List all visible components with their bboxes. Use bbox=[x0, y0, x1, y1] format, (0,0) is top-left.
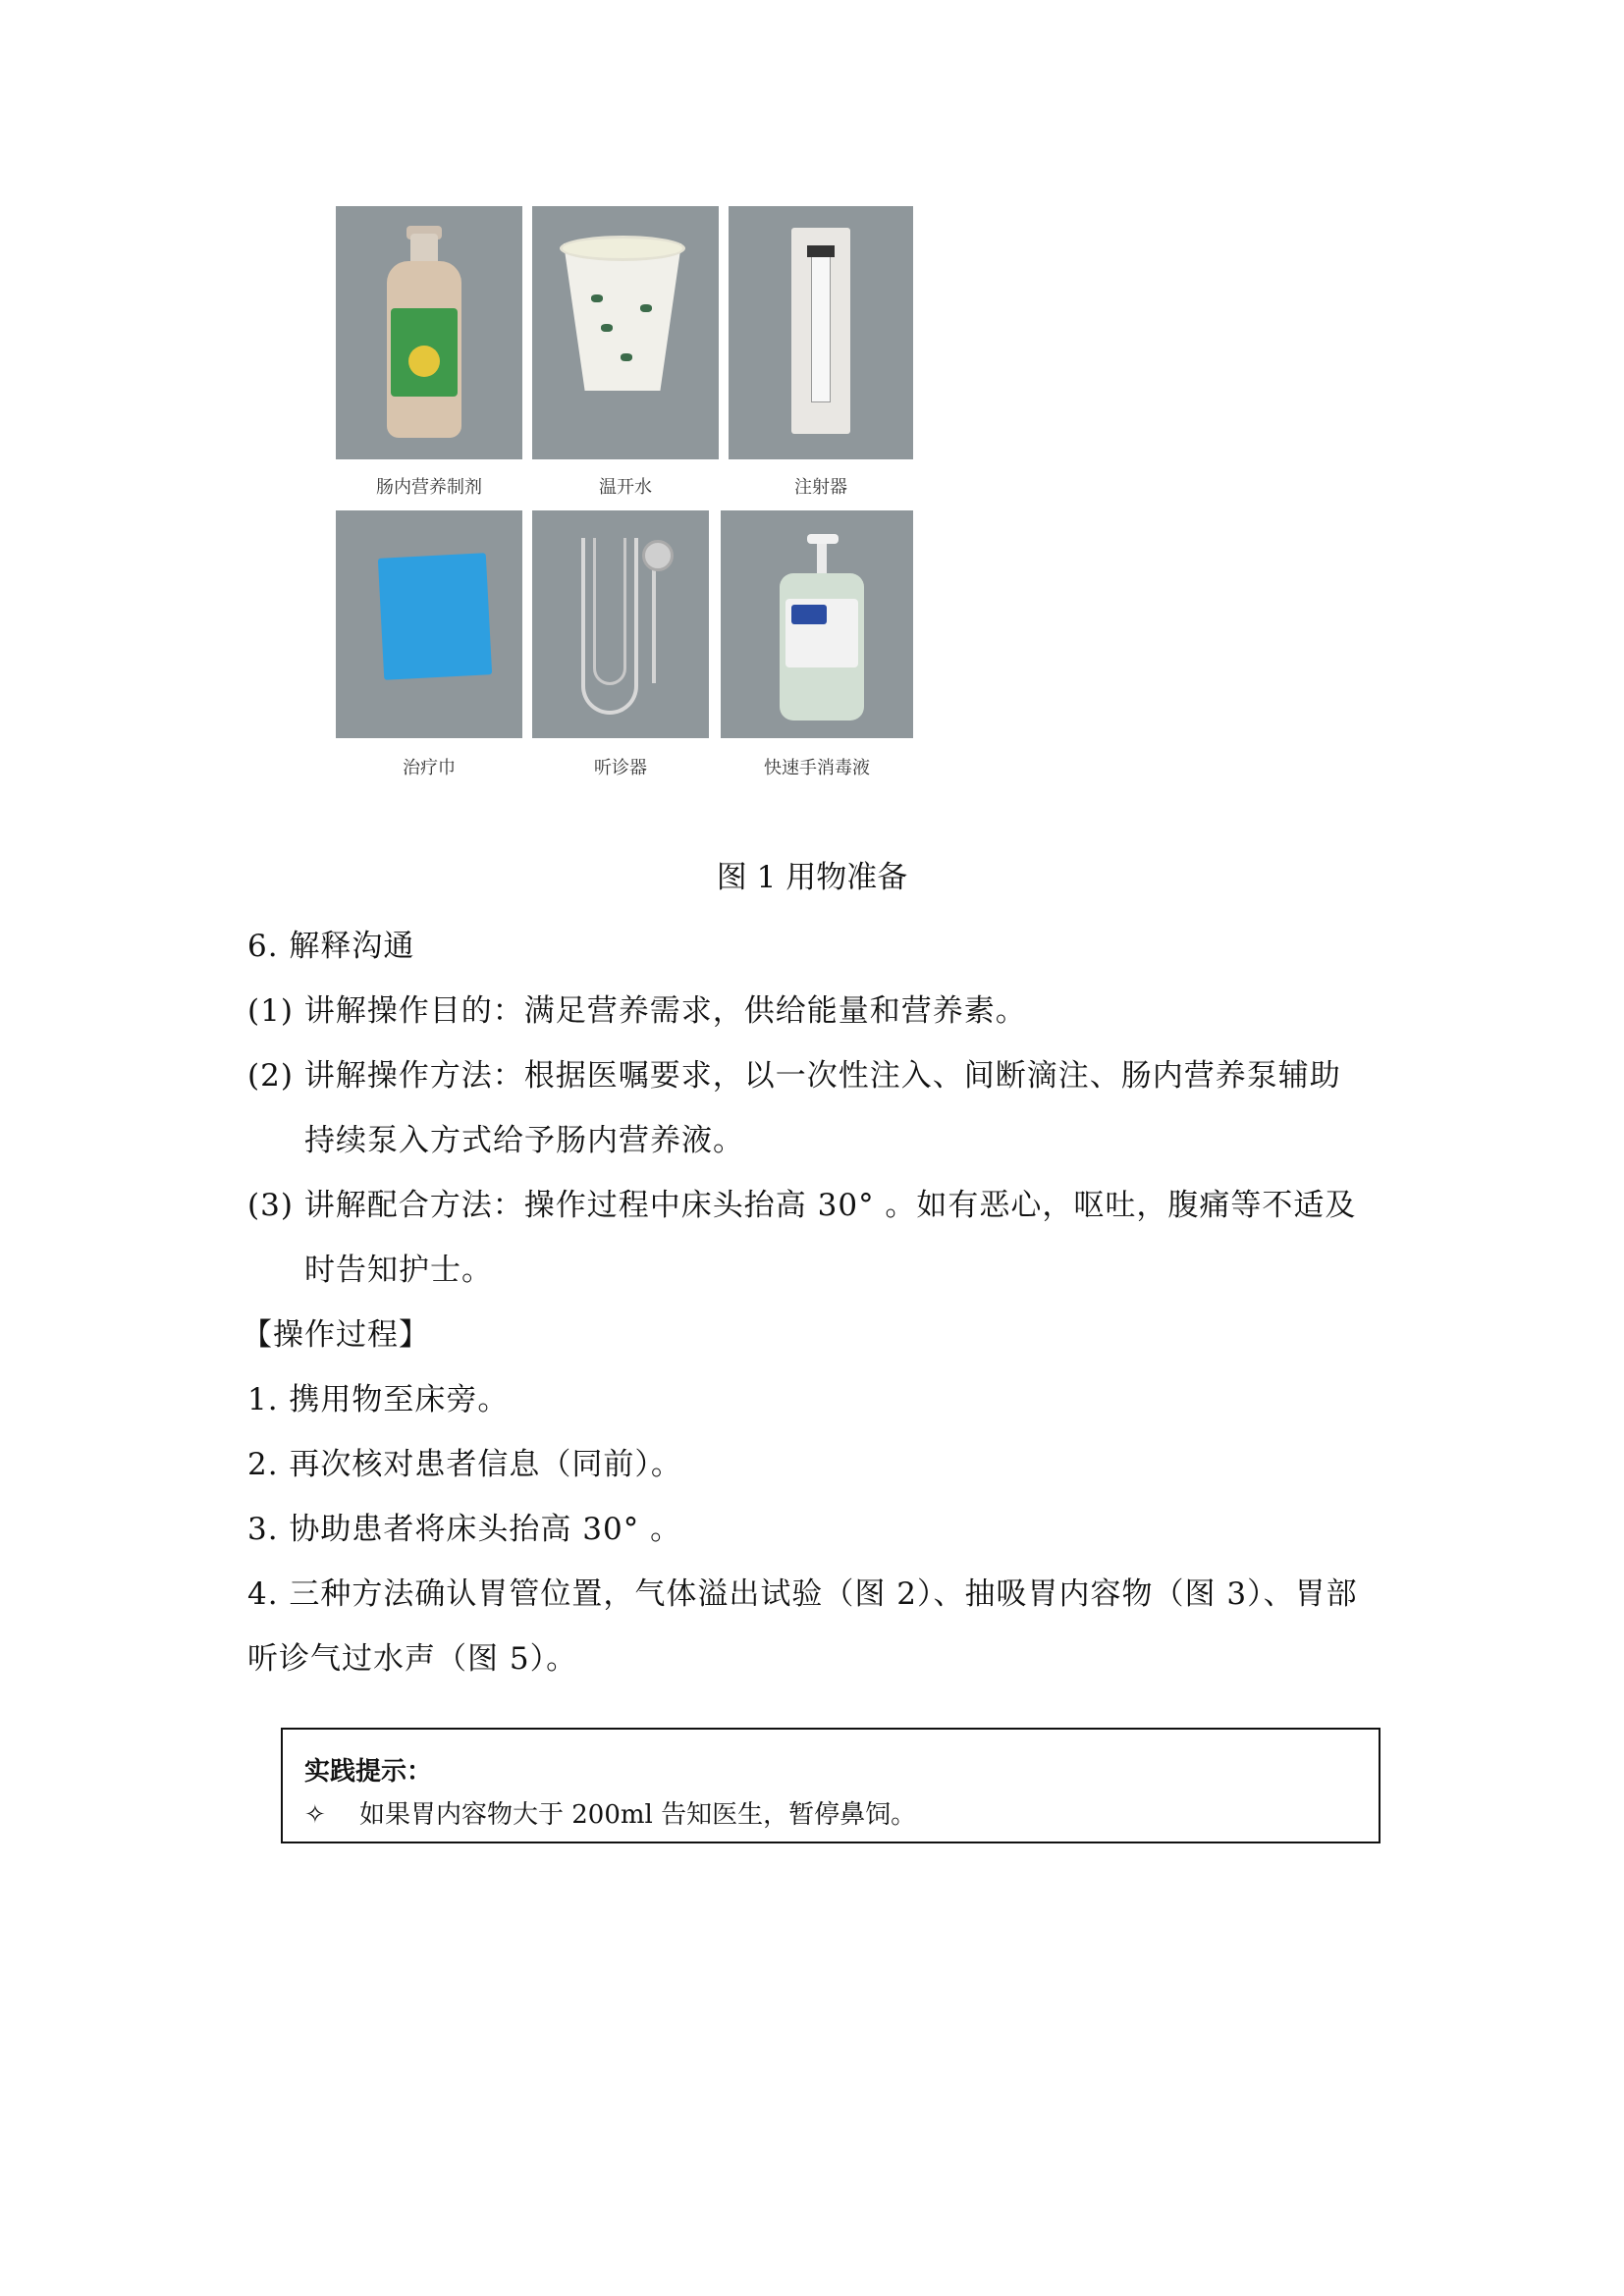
section-heading: 6. 解释沟通 bbox=[247, 929, 415, 964]
tip-text: 如果胃内容物大于 200ml 告知医生，暂停鼻饲。 bbox=[359, 1800, 917, 1830]
supplies-figure bbox=[324, 196, 933, 795]
process-step-continuation: 听诊气过水声（图 5）。 bbox=[247, 1641, 578, 1677]
process-step: 2. 再次核对患者信息（同前）。 bbox=[247, 1447, 682, 1482]
process-step: 4. 三种方法确认胃管位置，气体溢出试验（图 2）、抽吸胃内容物（图 3）、胃部 bbox=[247, 1576, 1358, 1612]
warm-water-cup-photo bbox=[532, 206, 719, 459]
list-item: (3) 讲解配合方法：操作过程中床头抬高 30° 。如有恶心，呕吐，腹痛等不适及 bbox=[247, 1188, 1357, 1223]
figure-caption: 图 1 用物准备 bbox=[716, 860, 908, 895]
tip-item bbox=[304, 1794, 916, 1831]
syringe-photo bbox=[729, 206, 913, 459]
nutrition-bottle-photo bbox=[336, 206, 522, 459]
figure-label-syringe: 注射器 bbox=[794, 477, 847, 498]
list-item: (1) 讲解操作目的：满足营养需求，供给能量和营养素。 bbox=[247, 993, 1027, 1029]
practice-tip-box bbox=[281, 1728, 1380, 1843]
figure-label-sanitizer: 快速手消毒液 bbox=[764, 758, 870, 778]
tip-title: 实践提示： bbox=[304, 1757, 433, 1787]
figure-label-stethoscope: 听诊器 bbox=[594, 758, 647, 778]
process-heading: 【操作过程】 bbox=[242, 1317, 430, 1353]
process-step: 3. 协助患者将床头抬高 30° 。 bbox=[247, 1512, 682, 1547]
figure-label-nutrition: 肠内营养制剂 bbox=[376, 477, 482, 498]
stethoscope-photo bbox=[532, 510, 709, 738]
list-item-continuation: 持续泵入方式给予肠内营养液。 bbox=[304, 1123, 744, 1158]
sparkle-bullet-icon: ✧ bbox=[304, 1800, 326, 1830]
hand-sanitizer-photo bbox=[721, 510, 913, 738]
list-item: (2) 讲解操作方法：根据医嘱要求，以一次性注入、间断滴注、肠内营养泵辅助 bbox=[247, 1058, 1341, 1094]
figure-label-towel: 治疗巾 bbox=[403, 758, 456, 778]
process-step: 1. 携用物至床旁。 bbox=[247, 1382, 510, 1417]
list-item-continuation: 时告知护士。 bbox=[304, 1253, 493, 1288]
figure-label-water: 温开水 bbox=[599, 477, 652, 498]
treatment-towel-photo bbox=[336, 510, 522, 738]
